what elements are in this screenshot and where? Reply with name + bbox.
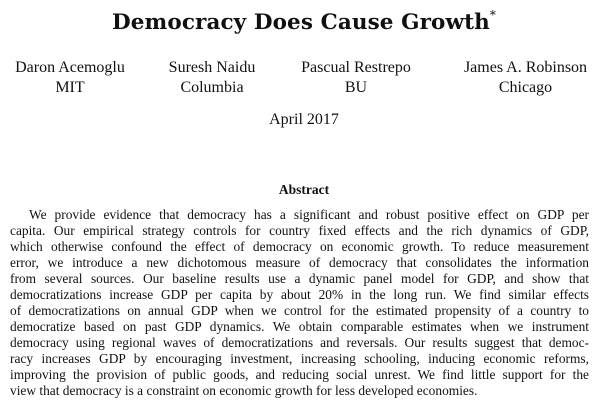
abstract-heading: Abstract — [278, 182, 330, 197]
abstract-line: error, we introduce a new dichotomous measure of democracy that consolidates the information — [10, 255, 589, 270]
abstract-line: racy increases GDP by encouraging investment, increasing schooling, inducing economic reforms, — [10, 351, 589, 366]
abstract-line: democratize based on past GDP dynamics. We obtain comparable estimates when we instrument — [10, 319, 589, 334]
author-affiliation: Columbia — [180, 79, 244, 96]
author-name: James A. Robinson — [463, 59, 588, 76]
abstract-line: which otherwise confound the effect of democracy on economic growth. To reduce measurement — [10, 239, 589, 254]
title-footnote-mark: * — [489, 8, 496, 22]
abstract-line: from several sources. Our baseline results use a dynamic panel model for GDP, and show that — [10, 271, 589, 286]
author-affiliation: MIT — [55, 79, 85, 96]
abstract-line: democratizations increase GDP per capita by about 20% in the long run. We find similar effects — [10, 287, 589, 302]
abstract-line: view that democracy is a constraint on economic growth for less developed economies. — [10, 383, 478, 398]
abstract-line: of democratizations on annual GDP when we control for the estimated propensity of a country to — [10, 303, 589, 318]
author-block — [289, 58, 423, 98]
abstract-line: improving the provision of public goods, and reducing social unrest. We find little support for the — [10, 367, 589, 382]
author-block — [4, 58, 136, 98]
author-name: Daron Acemoglu — [15, 59, 125, 76]
abstract-body — [10, 207, 589, 399]
abstract-line: capita. Our empirical strategy controls for country fixed effects and the rich dynamics of GDP, — [10, 223, 589, 238]
author-affiliation: BU — [344, 79, 368, 96]
abstract-line: democracy using regional waves of democratizations and reversals. Our results suggest that democ- — [10, 335, 589, 350]
abstract-line: We provide evidence that democracy has a significant and robust positive effect on GDP per — [29, 207, 589, 222]
author-block — [447, 58, 604, 98]
paper-title-text: Democracy Does Cause Growth — [112, 10, 490, 36]
author-name: Suresh Naidu — [168, 59, 256, 76]
paper-date: April 2017 — [269, 111, 339, 128]
paper-title — [0, 10, 608, 35]
author-affiliation: Chicago — [498, 79, 553, 96]
author-name: Pascual Restrepo — [301, 59, 411, 76]
author-block — [158, 58, 266, 98]
